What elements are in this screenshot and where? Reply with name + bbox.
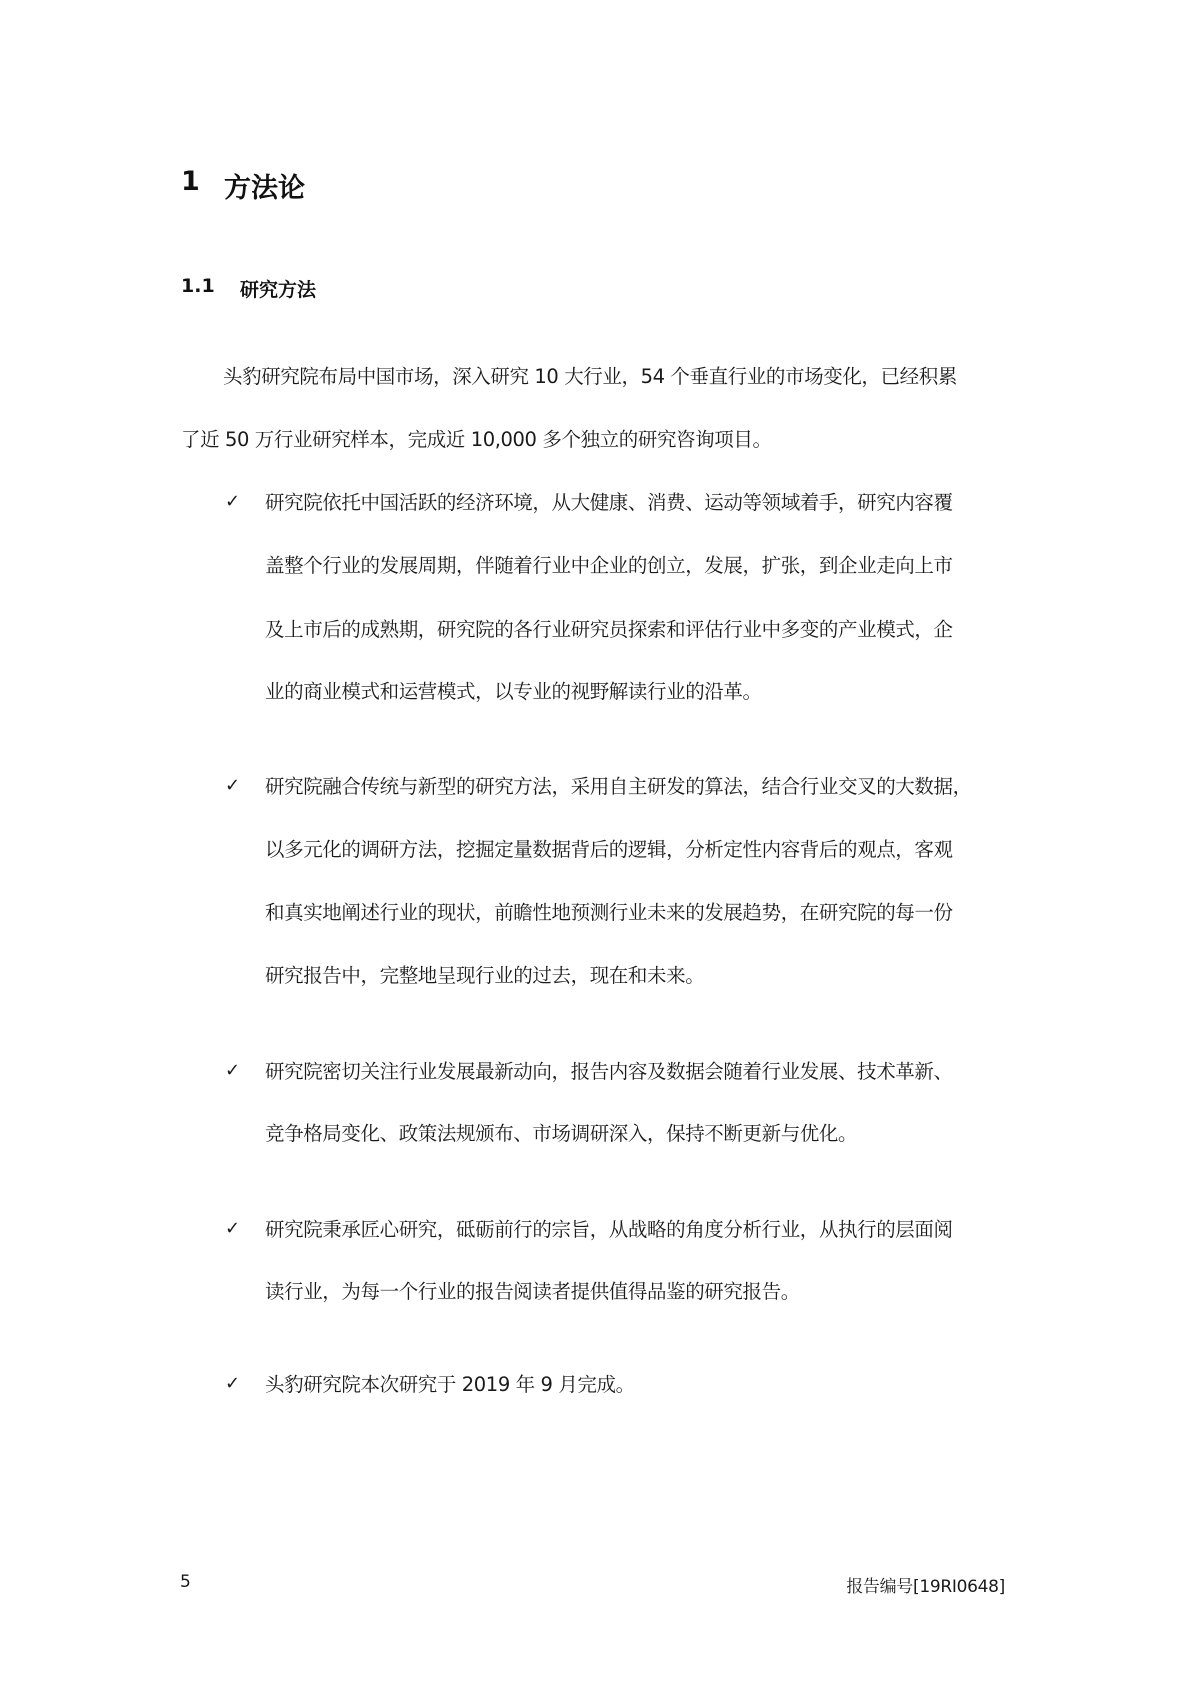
checkmark-icon: ✓: [225, 1060, 241, 1081]
bullet-4-line-2: 读行业，为每一个行业的报告阅读者提供值得品鉴的研究报告。: [265, 1280, 800, 1303]
heading-1: [181, 166, 200, 197]
intro-line-1: 头豹研究院布局中国市场，深入研究 10 大行业，54 个垂直行业的市场变化，已经积累: [223, 365, 957, 388]
bullet-1-line-3: 及上市后的成熟期，研究院的各行业研究员探索和评估行业中多变的产业模式，企: [265, 618, 953, 641]
page-number: 5: [180, 1572, 191, 1592]
heading-2-title: 研究方法: [240, 279, 317, 301]
report-id: 报告编号[19RI0648]: [846, 1577, 1005, 1597]
heading-1-title: 方法论: [224, 173, 305, 204]
checkmark-icon: ✓: [225, 775, 241, 796]
bullet-1-line-4: 业的商业模式和运营模式，以专业的视野解读行业的沿革。: [265, 680, 762, 703]
bullet-1-line-1: 研究院依托中国活跃的经济环境，从大健康、消费、运动等领域着手，研究内容覆: [265, 491, 953, 514]
bullet-2-line-1: 研究院融合传统与新型的研究方法，采用自主研发的算法，结合行业交叉的大数据，: [265, 775, 972, 798]
intro-line-2: 了近 50 万行业研究样本，完成近 10,000 多个独立的研究咨询项目。: [181, 428, 772, 451]
bullet-3-line-1: 研究院密切关注行业发展最新动向，报告内容及数据会随着行业发展、技术革新、: [265, 1060, 953, 1083]
heading-1-number: 1: [181, 166, 200, 197]
bullet-4-line-1: 研究院秉承匠心研究，砥砺前行的宗旨，从战略的角度分析行业，从执行的层面阅: [265, 1218, 953, 1241]
heading-2-number: 1.1: [181, 275, 215, 297]
bullet-2-line-2: 以多元化的调研方法，挖掘定量数据背后的逻辑，分析定性内容背后的观点，客观: [265, 838, 953, 861]
bullet-3-line-2: 竞争格局变化、政策法规颁布、市场调研深入，保持不断更新与优化。: [265, 1122, 858, 1145]
checkmark-icon: ✓: [225, 1218, 241, 1239]
bullet-5-line-1: 头豹研究院本次研究于 2019 年 9 月完成。: [265, 1373, 635, 1396]
checkmark-icon: ✓: [225, 1373, 241, 1394]
bullet-2-line-4: 研究报告中，完整地呈现行业的过去，现在和未来。: [265, 964, 705, 987]
bullet-1-line-2: 盖整个行业的发展周期，伴随着行业中企业的创立，发展，扩张，到企业走向上市: [265, 554, 953, 577]
checkmark-icon: ✓: [225, 491, 241, 512]
bullet-2-line-3: 和真实地阐述行业的现状，前瞻性地预测行业未来的发展趋势，在研究院的每一份: [265, 901, 953, 924]
